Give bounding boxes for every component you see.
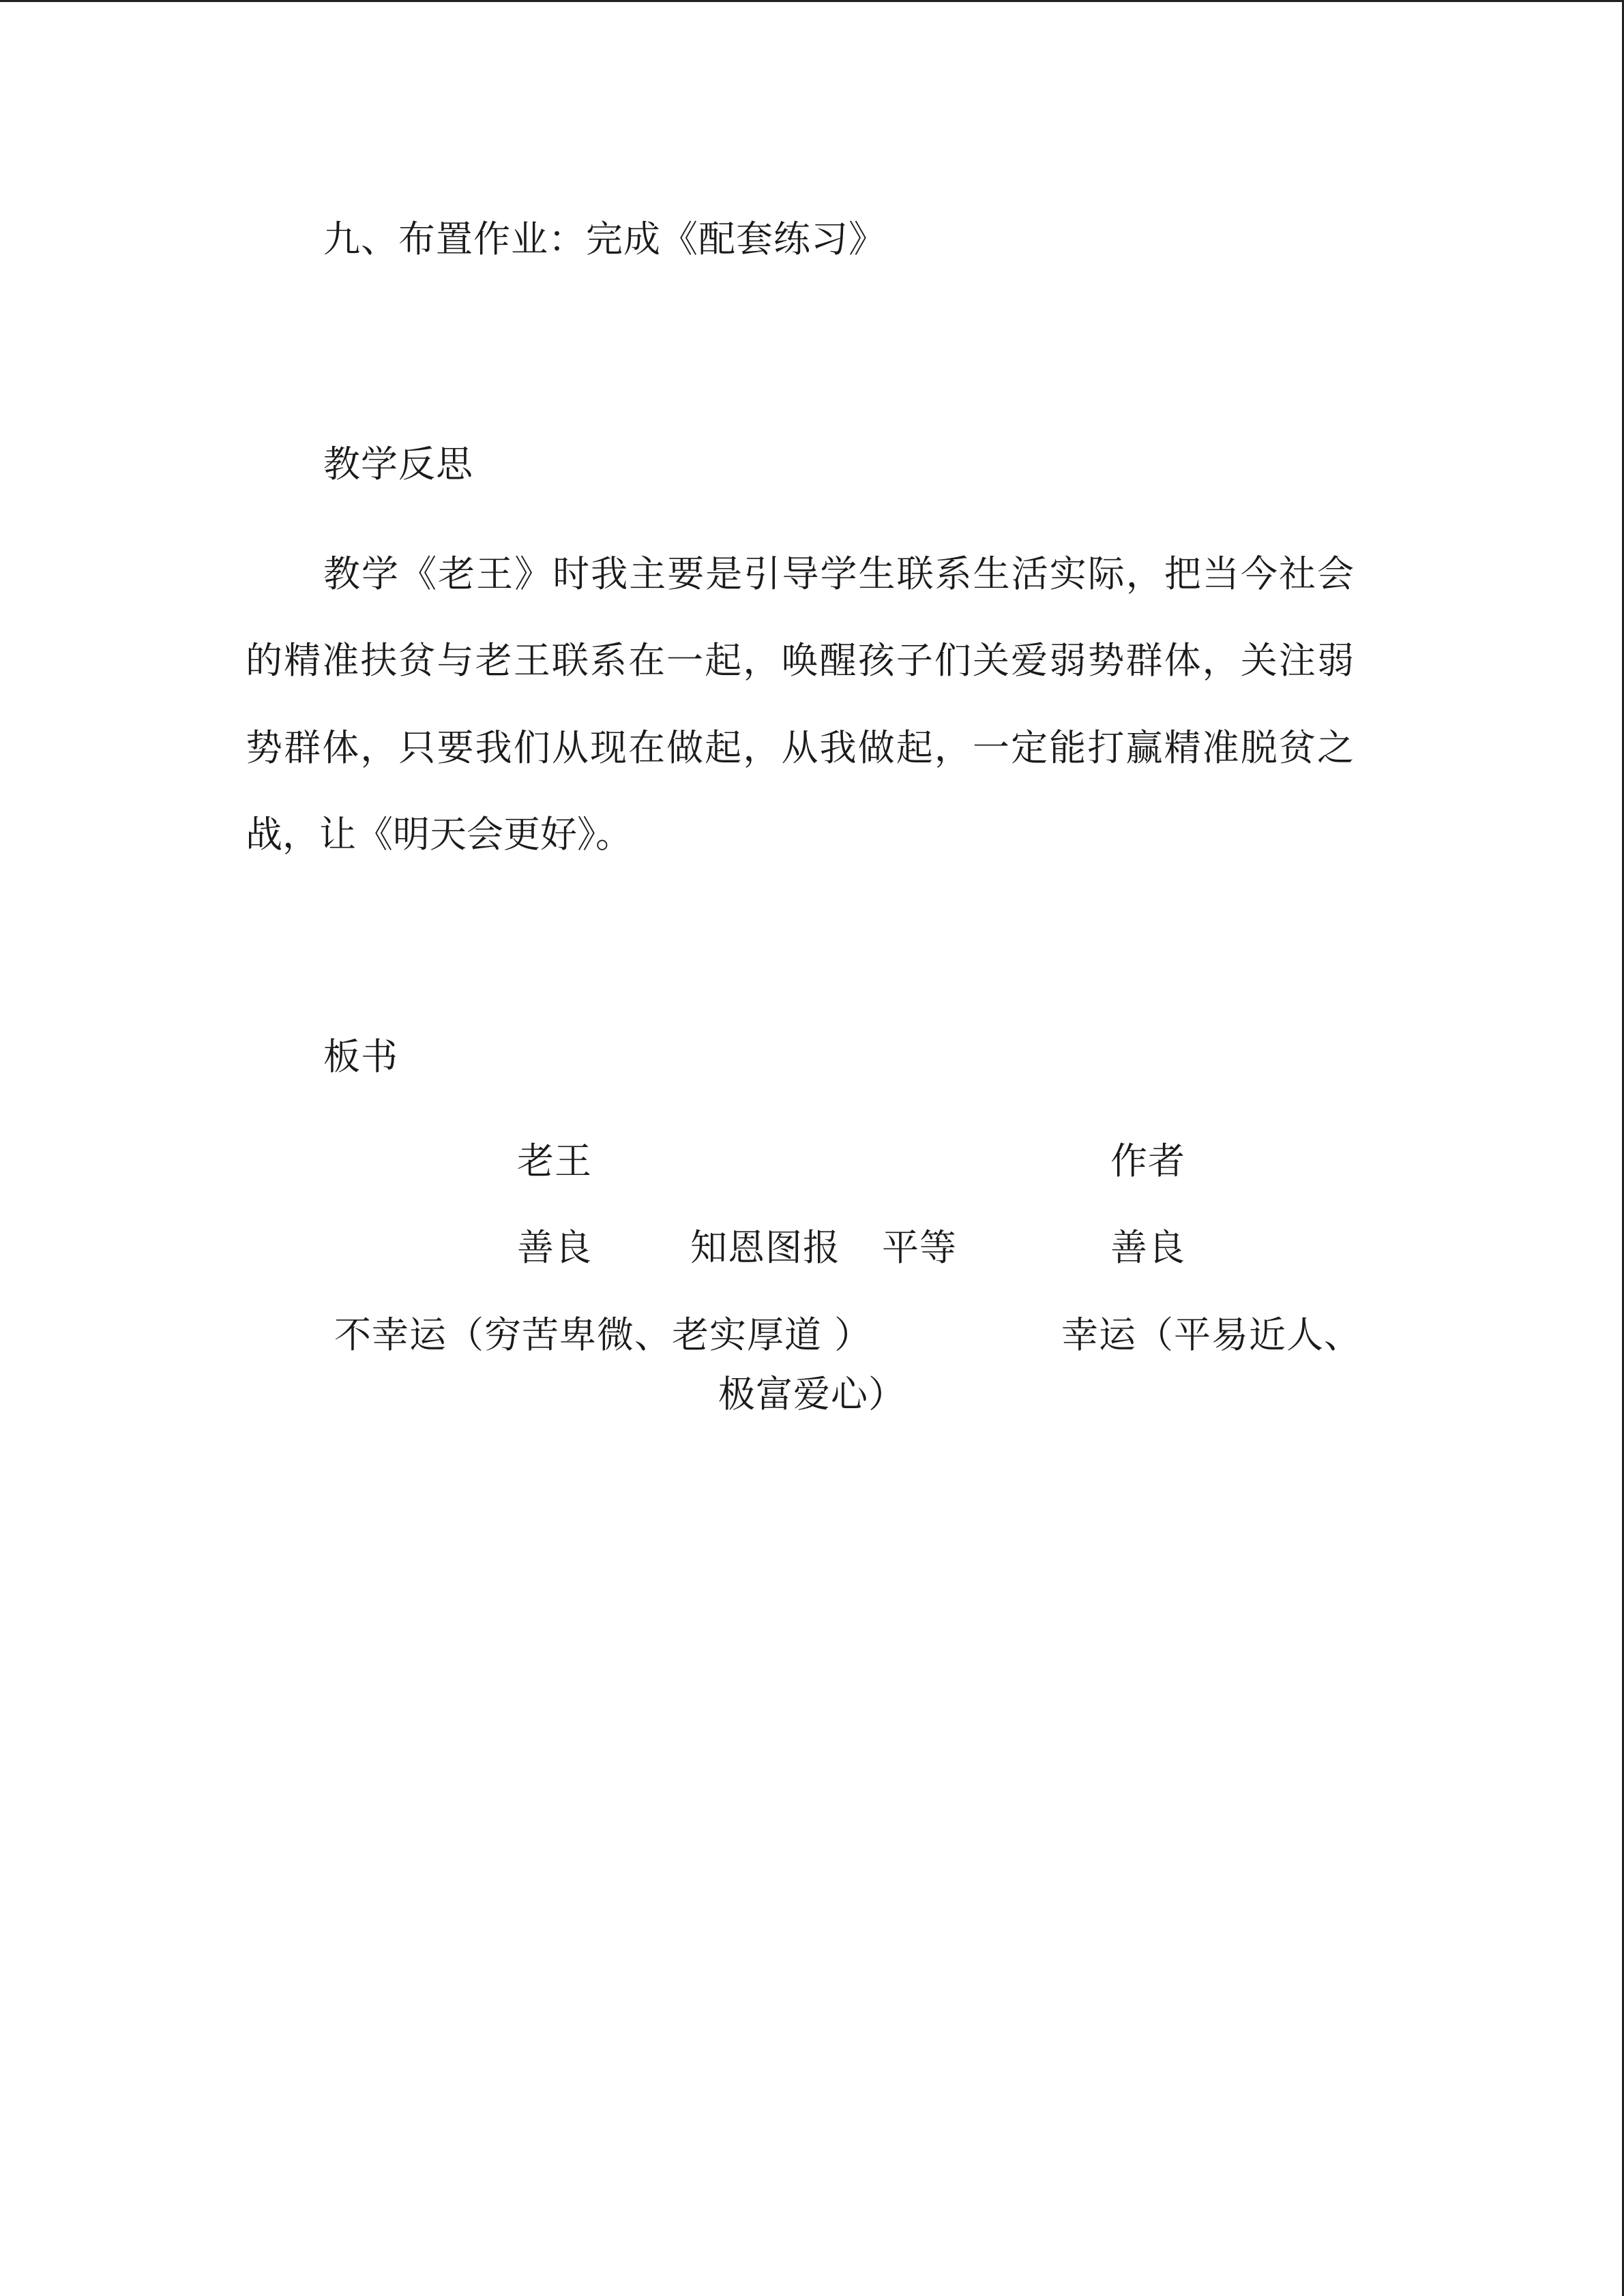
homework-line: 九、布置作业：完成《配套练习》 [323, 218, 886, 260]
reflection-line-3: 势群体，只要我们从现在做起，从我做起，一定能打赢精准脱贫之 [246, 726, 1354, 769]
blackboard-left-kind: 善良 [517, 1226, 592, 1269]
blackboard-left-title: 老王 [517, 1139, 592, 1182]
reflection-line-4: 战，让《明天会更好》。 [246, 813, 632, 856]
reflection-line-1: 教学《老王》时我主要是引导学生联系生活实际，把当今社会 [323, 552, 1354, 595]
blackboard-right-title: 作者 [1110, 1139, 1185, 1182]
blackboard-heading: 板书 [323, 1035, 398, 1078]
blackboard-left-fate: 不幸运（穷苦卑微、老实厚道 ） [334, 1313, 872, 1356]
blackboard-middle-equal: 平等 [882, 1226, 957, 1269]
page-top-border [0, 0, 1624, 2]
blackboard-right-kind: 善良 [1110, 1226, 1185, 1269]
blackboard-middle-words: 知恩图报 [690, 1226, 840, 1269]
reflection-heading: 教学反思 [323, 443, 473, 486]
blackboard-right-fate-continued: 极富爱心） [718, 1373, 906, 1416]
reflection-line-2: 的精准扶贫与老王联系在一起，唤醒孩子们关爱弱势群体，关注弱 [246, 639, 1354, 682]
blackboard-right-fate: 幸运（平易近人、 [1061, 1313, 1361, 1356]
